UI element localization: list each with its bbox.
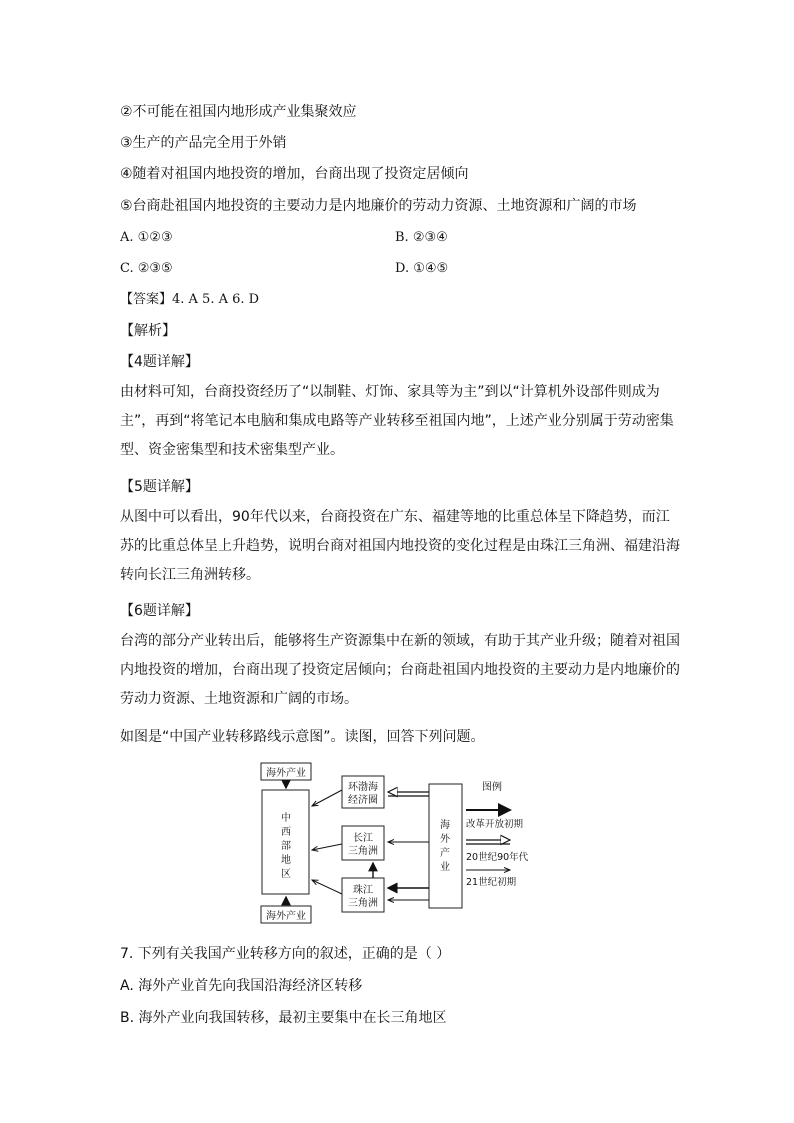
overseas-right-char-3: 产 bbox=[440, 848, 450, 859]
yangtze-label-2: 三角洲 bbox=[348, 846, 378, 857]
q4-line-2: 主”，再到“将笔记本电脑和集成电路等产业转移至祖国内地”，上述产业分别属于劳动密集 bbox=[120, 413, 674, 429]
q5-line-3: 转向长江三角洲转移。 bbox=[120, 567, 260, 583]
overseas-right-char-4: 业 bbox=[440, 862, 450, 873]
option-c: C. ②③⑤ bbox=[120, 261, 173, 276]
statement-3: ③生产的产品完全用于外销 bbox=[120, 135, 287, 151]
analysis-heading: 【解析】 bbox=[120, 323, 176, 339]
q4-line-1: 由材料可知，台商投资经历了“以制鞋、灯饰、家具等为主”到以“计算机外设部件则成为 bbox=[120, 384, 660, 400]
q6-heading: 【6题详解】 bbox=[120, 603, 199, 619]
q4-heading: 【4题详解】 bbox=[120, 354, 199, 370]
q6-line-2: 内地投资的增加，台商出现了投资定居倾向；台商赴祖国内地投资的主要动力是内地廉价的 bbox=[120, 662, 680, 678]
q6-line-3: 劳动力资源、土地资源和广阔的市场。 bbox=[120, 691, 358, 707]
legend-title: 图例 bbox=[482, 782, 502, 793]
central-west-char-2: 西 bbox=[281, 827, 291, 838]
q5-explanation bbox=[120, 503, 680, 590]
pearl-label-1: 珠江 bbox=[353, 885, 373, 896]
q4-line-3: 型、资金密集型和技术密集型产业。 bbox=[120, 442, 344, 458]
q6-explanation bbox=[120, 627, 680, 714]
central-west-char-4: 地 bbox=[281, 855, 291, 866]
q7-option-b: B. 海外产业向我国转移，最初主要集中在长三角地区 bbox=[120, 1010, 447, 1026]
overseas-right-box bbox=[429, 784, 462, 908]
answer-line: 【答案】4. A 5. A 6. D bbox=[120, 292, 260, 307]
legend-item-3: 21世纪初期 bbox=[466, 877, 517, 888]
legend-item-2: 20世纪90年代 bbox=[466, 852, 529, 863]
overseas-right-char-1: 海 bbox=[440, 820, 450, 831]
option-d: D. ①④⑤ bbox=[395, 261, 449, 276]
q5-heading: 【5题详解】 bbox=[120, 479, 199, 495]
industry-transfer-diagram bbox=[258, 760, 536, 928]
q5-line-2: 苏的比重总体呈上升趋势，说明台商对祖国内地投资的变化过程是由珠江三角洲、福建沿海 bbox=[120, 538, 680, 554]
central-west-char-3: 部 bbox=[281, 841, 291, 852]
q7-option-a: A. 海外产业首先向我国沿海经济区转移 bbox=[120, 978, 363, 994]
statement-2: ②不可能在祖国内地形成产业集聚效应 bbox=[120, 104, 357, 120]
bohai-label-1: 环渤海 bbox=[348, 782, 378, 793]
diagram-intro: 如图是“中国产业转移路线示意图”。读图，回答下列问题。 bbox=[120, 729, 485, 745]
q6-line-1: 台湾的部分产业转出后，能够将生产资源集中在新的领域，有助于其产业升级；随着对祖国 bbox=[120, 633, 680, 649]
statement-4: ④随着对祖国内地投资的增加，台商出现了投资定居倾向 bbox=[120, 166, 469, 182]
yangtze-label-1: 长江 bbox=[353, 833, 373, 844]
central-west-char-5: 区 bbox=[281, 869, 291, 880]
legend-item-1: 改革开放初期 bbox=[466, 819, 524, 830]
overseas-bottom-label: 海外产业 bbox=[266, 911, 306, 922]
overseas-right-char-2: 外 bbox=[440, 834, 450, 845]
q7-stem: 7. 下列有关我国产业转移方向的叙述，正确的是（ ） bbox=[120, 946, 451, 962]
overseas-top-label: 海外产业 bbox=[266, 768, 306, 779]
pearl-label-2: 三角洲 bbox=[348, 898, 378, 909]
q4-explanation bbox=[120, 378, 680, 465]
option-a: A. ①②③ bbox=[120, 230, 173, 245]
option-b: B. ②③④ bbox=[395, 230, 448, 245]
central-west-char-1: 中 bbox=[281, 813, 291, 824]
statement-5: ⑤台商赴祖国内地投资的主要动力是内地廉价的劳动力资源、土地资源和广阔的市场 bbox=[120, 198, 637, 214]
q5-line-1: 从图中可以看出，90年代以来，台商投资在广东、福建等地的比重总体呈下降趋势，而江 bbox=[120, 509, 670, 525]
bohai-label-2: 经济圈 bbox=[348, 795, 378, 806]
